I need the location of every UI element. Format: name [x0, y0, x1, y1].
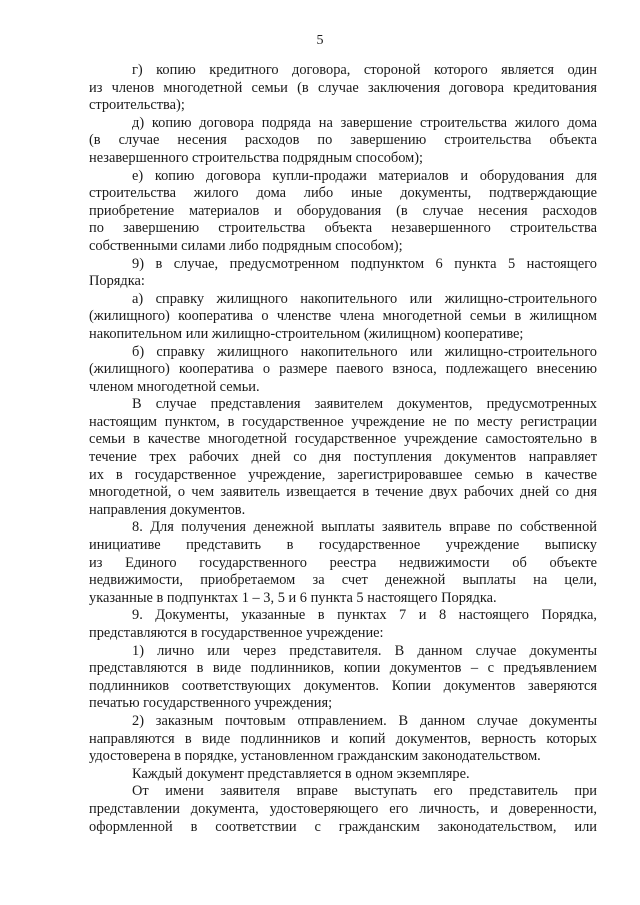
text-line: а) справку жилищного накопительного или жилищно-строительного — [132, 290, 597, 307]
text-line: семьи в качестве многодетной государственное учреждение самостоятельно в — [89, 431, 597, 448]
text-line: многодетной, о чем заявитель извещается в течение двух рабочих дней со дня — [89, 484, 597, 501]
text-line: Порядка: — [89, 273, 145, 290]
text-line: течение трех рабочих дней со дня поступления документов направляет — [89, 449, 597, 466]
text-line: От имени заявителя вправе выступать его представитель при — [132, 783, 597, 800]
text-line: (жилищного) кооператива о членстве члена многодетной семьи в жилищном — [89, 308, 597, 325]
text-line: направления документов. — [89, 501, 246, 518]
text-line: строительства жилого дома либо иные документы, подтверждающие — [89, 185, 597, 202]
text-line: е) копию договора купли-продажи материалов и оборудования для — [132, 167, 597, 184]
text-line: Каждый документ представляется в одном экземпляре. — [132, 765, 470, 782]
text-line: из членов многодетной семьи (в случае заключения договора кредитования — [89, 79, 597, 96]
document-body — [89, 62, 597, 836]
text-line: 9. Документы, указанные в пунктах 7 и 8 настоящего Порядка, — [132, 607, 597, 624]
text-line: г) копию кредитного договора, стороной которого является один — [132, 62, 597, 78]
page-number: 5 — [316, 33, 324, 48]
text-line: печатью государственного учреждения; — [89, 695, 333, 712]
text-line: (в случае несения расходов по завершению строительства объекта — [89, 132, 597, 149]
text-line: собственными силами либо подрядным способом); — [89, 237, 403, 254]
text-line: указанные в подпунктах 1 – 3, 5 и 6 пункта 5 настоящего Порядка. — [89, 589, 497, 606]
text-line: В случае представления заявителем документов, предусмотренных — [132, 396, 597, 413]
text-line: по завершению строительства объекта незавершенного строительства — [89, 220, 597, 237]
text-line: представляются в государственное учреждение: — [89, 625, 384, 641]
text-line: накопительном или жилищно-строительном (жилищном) кооперативе; — [89, 325, 524, 342]
text-line: недвижимости, приобретаемом за счет денежной выплаты на цели, — [89, 572, 597, 589]
text-line: 9) в случае, предусмотренном подпунктом 6 пункта 5 настоящего — [132, 255, 597, 272]
text-line: оформленной в соответствии с гражданским законодательством, или — [89, 818, 597, 835]
text-line: членом многодетной семьи. — [89, 378, 260, 395]
text-line: приобретение материалов и оборудования (в случае несения расходов — [89, 202, 597, 219]
text-line: (жилищного) кооператива о размере паевого взноса, подлежащего внесению — [89, 361, 597, 378]
text-line: 8. Для получения денежной выплаты заявитель вправе по собственной — [132, 519, 597, 536]
text-line: 2) заказным почтовым отправлением. В данном случае документы — [132, 712, 597, 729]
text-line: 1) лично или через представителя. В данном случае документы — [132, 642, 597, 659]
text-line: д) копию договора подряда на завершение строительства жилого дома — [132, 114, 597, 131]
text-line: подлинников соответствующих документов. Копии документов заверяются — [89, 677, 597, 694]
text-line: направляются в виде подлинников и копий документов, верность которых — [89, 730, 597, 747]
text-line: представлении документа, удостоверяющего его личность, и доверенности, — [89, 800, 597, 817]
text-line: незавершенного строительства подрядным способом); — [89, 149, 424, 166]
text-line: настоящим пунктом, в государственное учреждение не по месту регистрации — [89, 413, 597, 430]
text-line: из Единого государственного реестра недвижимости об объекте — [89, 554, 597, 571]
text-line: б) справку жилищного накопительного или жилищно-строительного — [132, 343, 597, 360]
text-line: их в государственное учреждение, зарегистрировавшее семью в качестве — [89, 466, 597, 483]
text-line: представляются в виде подлинников, копии документов – с предъявлением — [89, 660, 597, 677]
text-line: инициативе представить в государственное учреждение выписку — [89, 537, 597, 554]
text-line: строительства); — [89, 97, 185, 114]
text-line: удостоверена в порядке, установленном гражданским законодательством. — [89, 748, 541, 765]
